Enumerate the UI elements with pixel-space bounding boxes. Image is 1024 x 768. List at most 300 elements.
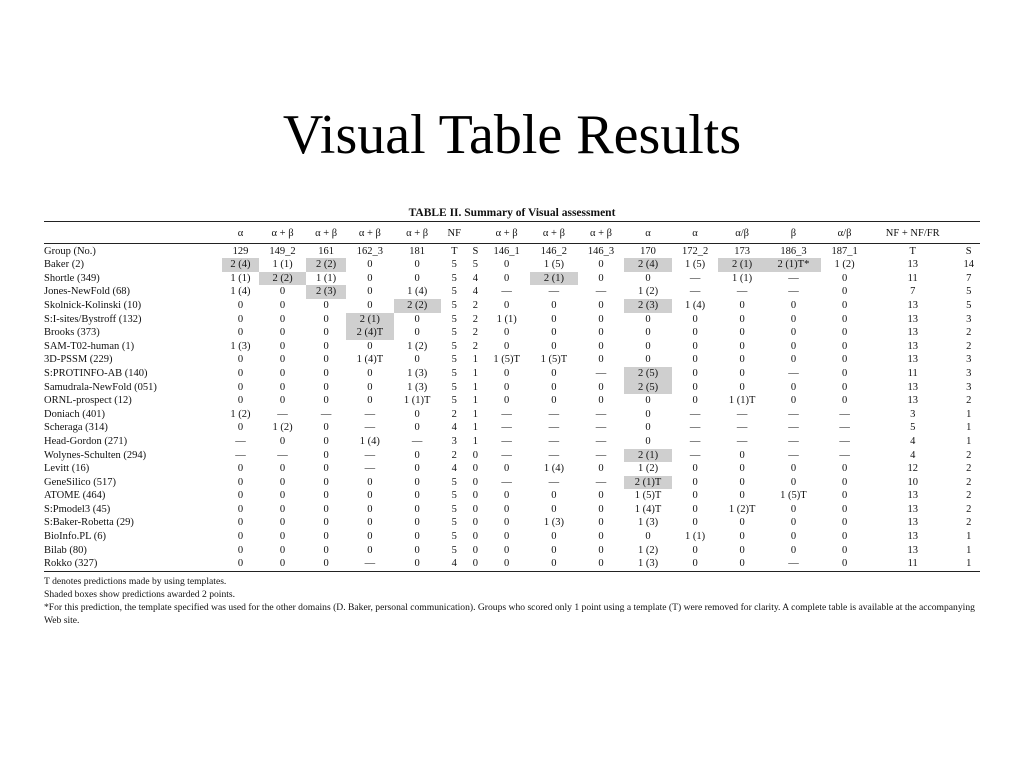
score-cell: 0 bbox=[279, 435, 286, 447]
score-cell: 5 bbox=[451, 354, 457, 366]
group-name-cell: S:Baker-Robetta (29) bbox=[44, 517, 134, 529]
score-cell: 0 bbox=[739, 531, 745, 543]
score-cell: 1 (2) bbox=[272, 422, 293, 434]
score-cell: 0 bbox=[645, 313, 651, 325]
score-cell: 0 bbox=[323, 381, 329, 393]
score-cell: 13 bbox=[907, 503, 918, 515]
table-row bbox=[44, 516, 980, 530]
score-cell: 0 bbox=[414, 544, 420, 556]
score-cell: 0 bbox=[237, 558, 244, 570]
score-cell: 2 (2) bbox=[259, 272, 306, 286]
score-cell: — bbox=[689, 408, 701, 420]
class-header-cell: α + β bbox=[315, 228, 338, 239]
class-header-cell: NF + NF/FR bbox=[885, 228, 940, 239]
score-cell: 0 bbox=[504, 272, 510, 284]
column-header-cell: 170 bbox=[624, 243, 671, 258]
score-cell: 0 bbox=[237, 395, 244, 407]
score-cell: 0 bbox=[598, 354, 604, 366]
column-header-cell: 146_1 bbox=[483, 243, 530, 258]
score-cell: 0 bbox=[237, 354, 244, 366]
score-cell: 0 bbox=[841, 517, 848, 529]
table-row bbox=[44, 367, 980, 381]
score-cell: 0 bbox=[692, 463, 698, 475]
group-name-cell: Wolynes-Schulten (294) bbox=[44, 449, 147, 461]
score-cell: 0 bbox=[790, 476, 797, 488]
score-cell: 0 bbox=[367, 544, 373, 556]
score-cell: 2 (1)T bbox=[624, 476, 671, 490]
score-cell: — bbox=[788, 408, 799, 420]
score-cell: 2 bbox=[472, 340, 478, 352]
score-cell: 0 bbox=[279, 503, 286, 515]
column-header-cell: 129 bbox=[222, 243, 259, 258]
score-cell: 5 bbox=[451, 327, 457, 339]
score-cell: — bbox=[411, 435, 423, 447]
score-cell: — bbox=[595, 476, 607, 488]
column-header-cell: 146_2 bbox=[530, 243, 577, 258]
column-header-cell: 187_1 bbox=[821, 243, 868, 258]
score-cell: 1 (4) bbox=[543, 463, 564, 475]
score-cell: 0 bbox=[598, 517, 604, 529]
score-cell: 1 (4) bbox=[359, 435, 380, 447]
score-cell: 0 bbox=[472, 449, 478, 461]
score-cell: 0 bbox=[414, 490, 420, 502]
score-cell: 0 bbox=[841, 367, 848, 379]
score-cell: 2 bbox=[966, 490, 972, 502]
group-name-cell: Rokko (327) bbox=[44, 558, 98, 570]
score-cell: 0 bbox=[504, 517, 510, 529]
score-cell: 1 (1) bbox=[230, 272, 251, 284]
class-header-cell: α + β bbox=[589, 228, 612, 239]
score-cell: 0 bbox=[739, 354, 745, 366]
score-cell: — bbox=[788, 367, 799, 379]
score-cell: — bbox=[277, 408, 288, 420]
score-cell: 0 bbox=[367, 286, 373, 298]
group-name-cell: S:I-sites/Bystroff (132) bbox=[44, 313, 142, 325]
score-cell: 0 bbox=[790, 327, 797, 339]
score-cell: 0 bbox=[504, 327, 510, 339]
score-cell: 0 bbox=[323, 395, 329, 407]
score-cell: 5 bbox=[451, 544, 457, 556]
score-cell: 2 (1) bbox=[530, 272, 577, 286]
score-cell: 0 bbox=[692, 354, 698, 366]
score-cell: 0 bbox=[414, 422, 420, 434]
score-cell: — bbox=[277, 449, 288, 461]
score-cell: 5 bbox=[966, 299, 972, 311]
table-container bbox=[44, 205, 980, 627]
score-cell: 0 bbox=[279, 299, 286, 311]
score-cell: 0 bbox=[598, 544, 604, 556]
score-cell: — bbox=[788, 449, 799, 461]
score-cell: 5 bbox=[966, 286, 972, 298]
score-cell: 2 bbox=[966, 476, 972, 488]
class-header-cell: α bbox=[645, 228, 651, 239]
score-cell: 1 bbox=[472, 408, 478, 420]
score-cell: 0 bbox=[692, 490, 698, 502]
score-cell: — bbox=[689, 272, 701, 284]
score-cell: 5 bbox=[451, 395, 457, 407]
score-cell: 13 bbox=[907, 327, 918, 339]
score-cell: 4 bbox=[451, 463, 457, 475]
table-row bbox=[44, 381, 980, 395]
score-cell: 0 bbox=[645, 408, 651, 420]
score-cell: 0 bbox=[551, 299, 557, 311]
score-cell: 0 bbox=[323, 490, 329, 502]
score-cell: 0 bbox=[790, 299, 797, 311]
score-cell: 0 bbox=[367, 503, 373, 515]
score-cell: 0 bbox=[551, 490, 557, 502]
column-header-cell: S bbox=[468, 243, 483, 258]
class-header-cell: α + β bbox=[542, 228, 565, 239]
column-header-cell: Group (No.) bbox=[44, 243, 222, 258]
score-cell: 14 bbox=[963, 259, 974, 271]
table-row bbox=[44, 503, 980, 517]
score-cell: 5 bbox=[910, 422, 916, 434]
score-cell: 0 bbox=[323, 327, 329, 339]
score-cell: 0 bbox=[323, 367, 329, 379]
score-cell: 2 (1) bbox=[624, 449, 671, 463]
column-header-row bbox=[44, 243, 980, 258]
score-cell: 0 bbox=[279, 544, 286, 556]
group-name-cell: Scheraga (314) bbox=[44, 422, 108, 434]
score-cell: 0 bbox=[279, 354, 286, 366]
score-cell: 0 bbox=[790, 463, 797, 475]
score-cell: 13 bbox=[907, 299, 918, 311]
score-cell: — bbox=[736, 286, 748, 298]
score-cell: 2 bbox=[966, 503, 972, 515]
class-header-cell: α + β bbox=[495, 228, 518, 239]
score-cell: 0 bbox=[279, 463, 286, 475]
score-cell: 0 bbox=[645, 340, 651, 352]
score-cell: 5 bbox=[451, 531, 457, 543]
score-cell: 0 bbox=[692, 558, 698, 570]
score-cell: 2 (4) bbox=[222, 258, 259, 272]
score-cell: 0 bbox=[323, 299, 329, 311]
score-cell: 0 bbox=[841, 558, 848, 570]
score-cell: 0 bbox=[551, 395, 557, 407]
score-cell: 0 bbox=[692, 544, 698, 556]
group-name-cell: S:PROTINFO-AB (140) bbox=[44, 367, 148, 379]
group-name-cell: SAM-T02-human (1) bbox=[44, 340, 135, 352]
class-header-row bbox=[44, 222, 980, 244]
score-cell: 0 bbox=[790, 503, 797, 515]
score-cell: 1 bbox=[472, 435, 478, 447]
table-caption: TABLE II. Summary of Visual assessment bbox=[408, 207, 616, 219]
score-cell: 13 bbox=[907, 517, 918, 529]
score-cell: 0 bbox=[739, 299, 745, 311]
score-cell: 0 bbox=[841, 381, 848, 393]
table-row bbox=[44, 272, 980, 286]
score-cell: 0 bbox=[367, 395, 373, 407]
table-row bbox=[44, 313, 980, 327]
score-cell: 1 (1)T bbox=[403, 395, 431, 407]
score-cell: 0 bbox=[692, 340, 698, 352]
score-cell: 1 (2) bbox=[637, 544, 659, 556]
score-cell: 0 bbox=[692, 503, 698, 515]
table-row bbox=[44, 449, 980, 463]
score-cell: 2 bbox=[472, 313, 478, 325]
score-cell: 13 bbox=[907, 544, 918, 556]
score-cell: 0 bbox=[237, 367, 244, 379]
table-row bbox=[44, 421, 980, 435]
score-cell: 0 bbox=[367, 272, 373, 284]
score-cell: 0 bbox=[472, 544, 478, 556]
score-cell: 0 bbox=[237, 503, 244, 515]
class-header-cell: α bbox=[237, 228, 244, 239]
score-cell: 2 (3) bbox=[624, 299, 671, 313]
column-header-cell: 146_3 bbox=[578, 243, 625, 258]
score-cell: 7 bbox=[966, 272, 972, 284]
score-cell: 0 bbox=[279, 286, 286, 298]
score-cell: 1 (1)T bbox=[728, 395, 756, 407]
score-cell: 0 bbox=[841, 272, 848, 284]
score-cell: 0 bbox=[504, 463, 510, 475]
score-cell: — bbox=[548, 408, 560, 420]
group-name-cell: ATOME (464) bbox=[44, 490, 106, 502]
score-cell: 4 bbox=[910, 449, 916, 461]
score-cell: 2 bbox=[472, 327, 478, 339]
group-name-cell: Doniach (401) bbox=[44, 408, 105, 420]
score-cell: 0 bbox=[841, 503, 848, 515]
score-cell: 0 bbox=[367, 259, 373, 271]
score-cell: 2 bbox=[472, 299, 478, 311]
score-cell: 4 bbox=[910, 435, 916, 447]
score-cell: 13 bbox=[907, 313, 918, 325]
score-cell: 1 (2) bbox=[637, 286, 659, 298]
score-cell: 0 bbox=[472, 463, 478, 475]
score-cell: 0 bbox=[598, 490, 604, 502]
class-header-cell: α + β bbox=[358, 228, 381, 239]
score-cell: 4 bbox=[451, 558, 457, 570]
score-cell: 0 bbox=[504, 531, 510, 543]
score-cell: 1 bbox=[966, 422, 972, 434]
score-cell: 0 bbox=[367, 531, 373, 543]
score-cell: 4 bbox=[472, 272, 478, 284]
score-cell: 5 bbox=[451, 313, 457, 325]
score-cell: 1 (3) bbox=[407, 381, 428, 393]
group-name-cell: Baker (2) bbox=[44, 259, 84, 271]
score-cell: 2 (5) bbox=[624, 367, 671, 381]
score-cell: 0 bbox=[279, 367, 286, 379]
score-cell: 0 bbox=[279, 340, 286, 352]
score-cell: 0 bbox=[841, 395, 848, 407]
footnote-templates: T denotes predictions made by using templates. bbox=[44, 575, 227, 587]
score-cell: 0 bbox=[472, 517, 478, 529]
score-cell: 1 (2) bbox=[230, 408, 251, 420]
score-cell: — bbox=[235, 435, 246, 447]
score-cell: 0 bbox=[841, 544, 848, 556]
score-cell: 5 bbox=[451, 490, 457, 502]
score-cell: 2 bbox=[966, 449, 972, 461]
score-cell: 2 (5) bbox=[624, 381, 671, 395]
score-cell: — bbox=[364, 422, 376, 434]
score-cell: 10 bbox=[907, 476, 918, 488]
score-cell: 0 bbox=[472, 490, 478, 502]
column-header-cell: 186_3 bbox=[766, 243, 821, 258]
score-cell: — bbox=[839, 408, 850, 420]
score-cell: — bbox=[501, 449, 512, 461]
score-cell: 0 bbox=[598, 381, 604, 393]
score-cell: 1 (3) bbox=[407, 367, 428, 379]
score-cell: 3 bbox=[966, 313, 972, 325]
score-cell: 0 bbox=[739, 517, 745, 529]
score-cell: 5 bbox=[451, 381, 457, 393]
score-cell: — bbox=[689, 422, 701, 434]
score-cell: 0 bbox=[504, 340, 510, 352]
score-cell: 0 bbox=[237, 517, 244, 529]
score-cell: 0 bbox=[692, 313, 698, 325]
score-cell: 0 bbox=[841, 340, 848, 352]
score-cell: 0 bbox=[841, 463, 848, 475]
group-name-cell: Levitt (16) bbox=[44, 463, 90, 475]
score-cell: 0 bbox=[367, 517, 373, 529]
score-cell: 0 bbox=[598, 395, 604, 407]
score-cell: 0 bbox=[323, 449, 329, 461]
score-cell: 1 (4) bbox=[685, 299, 706, 311]
score-cell: 0 bbox=[323, 340, 329, 352]
score-cell: 1 (5)T bbox=[540, 354, 568, 366]
score-cell: 0 bbox=[841, 354, 848, 366]
score-cell: 0 bbox=[414, 354, 420, 366]
table-row bbox=[44, 285, 980, 299]
score-cell: 0 bbox=[551, 313, 557, 325]
score-cell: — bbox=[548, 435, 560, 447]
score-cell: — bbox=[595, 435, 607, 447]
group-name-cell: 3D-PSSM (229) bbox=[44, 354, 113, 366]
table-row bbox=[44, 353, 980, 367]
score-cell: 2 (1) bbox=[718, 258, 765, 272]
score-cell: 0 bbox=[279, 531, 286, 543]
score-cell: 0 bbox=[414, 327, 420, 339]
score-cell: 0 bbox=[645, 395, 651, 407]
score-cell: 5 bbox=[472, 259, 478, 271]
score-cell: 0 bbox=[551, 327, 557, 339]
score-cell: — bbox=[736, 422, 748, 434]
score-cell: 0 bbox=[323, 503, 329, 515]
score-cell: 1 (2) bbox=[637, 463, 659, 475]
column-header-cell: T bbox=[441, 243, 468, 258]
score-cell: 13 bbox=[907, 531, 918, 543]
score-cell: 5 bbox=[451, 340, 457, 352]
score-cell: 2 bbox=[966, 395, 972, 407]
score-cell: 0 bbox=[645, 435, 651, 447]
group-name-cell: GeneSilico (517) bbox=[44, 476, 117, 488]
score-cell: 0 bbox=[237, 463, 244, 475]
score-cell: 1 bbox=[966, 544, 972, 556]
score-cell: 0 bbox=[598, 558, 604, 570]
score-cell: 0 bbox=[472, 503, 478, 515]
score-cell: 2 (1)T* bbox=[766, 258, 821, 272]
score-cell: 0 bbox=[414, 463, 420, 475]
score-cell: — bbox=[501, 476, 512, 488]
score-cell: — bbox=[736, 435, 748, 447]
score-cell: 1 (4) bbox=[407, 286, 428, 298]
table-row bbox=[44, 299, 980, 313]
score-cell: 1 bbox=[966, 408, 972, 420]
score-cell: 0 bbox=[504, 259, 510, 271]
table-row bbox=[44, 489, 980, 503]
score-cell: — bbox=[364, 408, 376, 420]
score-cell: 1 (4)T bbox=[356, 354, 384, 366]
score-cell: 0 bbox=[414, 408, 420, 420]
score-cell: 0 bbox=[598, 531, 604, 543]
group-name-cell: Bilab (80) bbox=[44, 544, 87, 556]
score-cell: 1 (2)T bbox=[728, 503, 756, 515]
score-cell: — bbox=[548, 286, 560, 298]
score-cell: 0 bbox=[323, 476, 329, 488]
score-cell: — bbox=[364, 558, 376, 570]
score-cell: 1 (1) bbox=[685, 531, 706, 543]
score-cell: 13 bbox=[907, 381, 918, 393]
score-cell: 0 bbox=[739, 490, 745, 502]
score-cell: 0 bbox=[645, 327, 651, 339]
score-cell: 5 bbox=[451, 476, 457, 488]
score-cell: 0 bbox=[790, 544, 797, 556]
score-cell: 0 bbox=[598, 503, 604, 515]
score-cell: 0 bbox=[790, 395, 797, 407]
score-cell: 0 bbox=[841, 531, 848, 543]
score-cell: 0 bbox=[367, 381, 373, 393]
score-cell: 7 bbox=[910, 286, 916, 298]
score-cell: — bbox=[501, 435, 512, 447]
score-cell: — bbox=[548, 449, 560, 461]
score-cell: 2 bbox=[966, 340, 972, 352]
score-cell: 0 bbox=[841, 490, 848, 502]
score-cell: 0 bbox=[551, 381, 557, 393]
score-cell: 0 bbox=[739, 327, 745, 339]
score-cell: 0 bbox=[692, 517, 698, 529]
score-cell: 0 bbox=[790, 517, 797, 529]
score-cell: — bbox=[501, 408, 512, 420]
score-cell: 11 bbox=[907, 367, 918, 379]
score-cell: — bbox=[235, 449, 246, 461]
score-cell: 0 bbox=[323, 313, 329, 325]
score-cell: 0 bbox=[841, 286, 848, 298]
score-cell: 5 bbox=[451, 517, 457, 529]
score-cell: — bbox=[839, 422, 850, 434]
score-cell: 0 bbox=[414, 517, 420, 529]
score-cell: 4 bbox=[472, 286, 478, 298]
score-cell: 1 (4)T bbox=[634, 503, 662, 515]
footnote-shaded: Shaded boxes show predictions awarded 2 points. bbox=[44, 588, 236, 600]
score-cell: 3 bbox=[966, 367, 972, 379]
score-cell: — bbox=[788, 422, 799, 434]
score-cell: 0 bbox=[739, 463, 745, 475]
group-name-cell: Brooks (373) bbox=[44, 327, 100, 339]
table-row bbox=[44, 258, 980, 272]
score-cell: 2 bbox=[451, 408, 457, 420]
score-cell: — bbox=[595, 286, 607, 298]
score-cell: 1 bbox=[472, 395, 478, 407]
score-cell: — bbox=[320, 408, 332, 420]
score-cell: 1 (3) bbox=[230, 340, 251, 352]
column-header-cell: 181 bbox=[394, 243, 441, 258]
score-cell: 0 bbox=[367, 367, 373, 379]
score-cell: 0 bbox=[279, 381, 286, 393]
score-cell: 5 bbox=[451, 299, 457, 311]
score-cell: 0 bbox=[692, 476, 698, 488]
score-cell: 0 bbox=[472, 531, 478, 543]
score-cell: 0 bbox=[237, 381, 244, 393]
score-cell: 0 bbox=[414, 449, 420, 461]
class-header-cell: α/β bbox=[837, 228, 852, 239]
score-cell: — bbox=[788, 286, 799, 298]
score-cell: 0 bbox=[551, 544, 557, 556]
score-cell: — bbox=[689, 435, 701, 447]
score-cell: 0 bbox=[551, 340, 557, 352]
score-cell: 5 bbox=[451, 367, 457, 379]
score-cell: 0 bbox=[472, 558, 478, 570]
score-cell: 0 bbox=[367, 299, 373, 311]
